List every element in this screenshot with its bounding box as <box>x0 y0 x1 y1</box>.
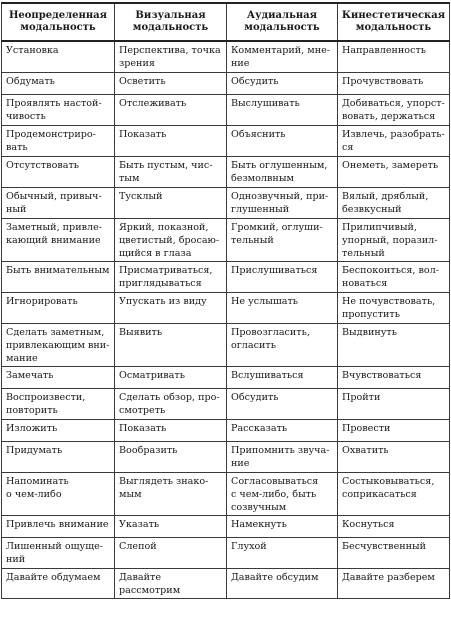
cell-visual: Указать <box>115 515 227 537</box>
cell-kinesthetic: Вялый, дряблый, безвкусный <box>338 187 450 218</box>
cell-auditory: Давайте обсудим <box>227 568 338 598</box>
cell-visual: Осветить <box>115 72 227 94</box>
cell-auditory: Выслушивать <box>227 94 338 125</box>
cell-auditory: Комментарий, мне- ние <box>227 41 338 72</box>
cell-kinesthetic: Направленность <box>338 41 450 72</box>
header-visual-modality: Визуальная модальность <box>115 3 227 41</box>
cell-auditory: Вслушиваться <box>227 366 338 388</box>
cell-visual: Осматривать <box>115 366 227 388</box>
cell-undefined: Придумать <box>2 441 115 472</box>
cell-undefined: Игнорировать <box>2 292 115 323</box>
cell-auditory: Глухой <box>227 537 338 568</box>
table-row <box>2 388 450 419</box>
cell-visual: Слепой <box>115 537 227 568</box>
cell-auditory: Обсудить <box>227 388 338 419</box>
cell-undefined: Сделать заметным, привлекающим вни- мание <box>2 323 115 366</box>
cell-visual: Давайте рассмотрим <box>115 568 227 598</box>
cell-visual: Тусклый <box>115 187 227 218</box>
table-row <box>2 218 450 261</box>
cell-kinesthetic: Беспокоиться, вол- новаться <box>338 261 450 292</box>
table-header <box>2 3 450 41</box>
table-row <box>2 515 450 537</box>
cell-visual: Показать <box>115 419 227 441</box>
cell-undefined: Отсутствовать <box>2 156 115 187</box>
table-row <box>2 537 450 568</box>
cell-auditory: Прислушиваться <box>227 261 338 292</box>
cell-undefined: Быть внимательным <box>2 261 115 292</box>
cell-auditory: Согласовываться с чем-либо, быть созвучным <box>227 472 338 515</box>
table-row <box>2 72 450 94</box>
cell-visual: Отслеживать <box>115 94 227 125</box>
cell-auditory: Рассказать <box>227 419 338 441</box>
cell-auditory: Припомнить звуча- ние <box>227 441 338 472</box>
cell-kinesthetic: Вчувствоваться <box>338 366 450 388</box>
cell-kinesthetic: Онеметь, замереть <box>338 156 450 187</box>
cell-kinesthetic: Прочувствовать <box>338 72 450 94</box>
cell-auditory: Не услышать <box>227 292 338 323</box>
cell-undefined: Лишенный ощущe- ний <box>2 537 115 568</box>
cell-kinesthetic: Давайте разберем <box>338 568 450 598</box>
cell-visual: Вообразить <box>115 441 227 472</box>
cell-kinesthetic: Прилипчивый, упорный, поразил- тельный <box>338 218 450 261</box>
cell-auditory: Намекнуть <box>227 515 338 537</box>
cell-undefined: Давайте обдумаем <box>2 568 115 598</box>
cell-undefined: Воспроизвести, повторить <box>2 388 115 419</box>
table-row <box>2 156 450 187</box>
table-row <box>2 41 450 72</box>
table-row <box>2 261 450 292</box>
cell-visual: Упускать из виду <box>115 292 227 323</box>
table-row <box>2 323 450 366</box>
cell-undefined: Изложить <box>2 419 115 441</box>
cell-undefined: Проявлять настой- чивость <box>2 94 115 125</box>
cell-kinesthetic: Пройти <box>338 388 450 419</box>
cell-visual: Выглядеть знако- мым <box>115 472 227 515</box>
table-row <box>2 366 450 388</box>
modality-table <box>1 2 450 599</box>
table-row <box>2 472 450 515</box>
cell-visual: Сделать обзор, про- смотреть <box>115 388 227 419</box>
cell-undefined: Заметный, привле- кающий внимание <box>2 218 115 261</box>
cell-kinesthetic: Охватить <box>338 441 450 472</box>
cell-visual: Показать <box>115 125 227 156</box>
table-row <box>2 568 450 598</box>
cell-undefined: Обдумать <box>2 72 115 94</box>
cell-auditory: Обсудить <box>227 72 338 94</box>
cell-undefined: Установка <box>2 41 115 72</box>
cell-visual: Перспектива, точка зрения <box>115 41 227 72</box>
cell-undefined: Привлечь внимание <box>2 515 115 537</box>
table-row <box>2 187 450 218</box>
cell-undefined: Продемонстриро- вать <box>2 125 115 156</box>
cell-undefined: Замечать <box>2 366 115 388</box>
cell-kinesthetic: Добиваться, упорст- вовать, держаться <box>338 94 450 125</box>
cell-auditory: Провозгласить, огласить <box>227 323 338 366</box>
table-body <box>2 41 450 598</box>
table-row <box>2 441 450 472</box>
cell-visual: Яркий, показной, цветистый, бросаю- щийся в глаза <box>115 218 227 261</box>
cell-auditory: Быть оглушенным, безмолвным <box>227 156 338 187</box>
cell-visual: Выявить <box>115 323 227 366</box>
cell-auditory: Громкий, оглуши- тельный <box>227 218 338 261</box>
cell-kinesthetic: Выдвинуть <box>338 323 450 366</box>
cell-auditory: Однозвучный, при- глушенный <box>227 187 338 218</box>
table-row <box>2 94 450 125</box>
cell-kinesthetic: Бесчувственный <box>338 537 450 568</box>
header-kinesthetic-modality: Кинестетическая модальность <box>338 3 450 41</box>
table-row <box>2 419 450 441</box>
table-row <box>2 125 450 156</box>
header-undefined-modality: Неопределенная модальность <box>2 3 115 41</box>
cell-visual: Присматриваться, приглядываться <box>115 261 227 292</box>
cell-visual: Быть пустым, чис- тым <box>115 156 227 187</box>
cell-kinesthetic: Провести <box>338 419 450 441</box>
header-auditory-modality: Аудиальная модальность <box>227 3 338 41</box>
cell-auditory: Объяснить <box>227 125 338 156</box>
cell-undefined: Напоминать о чем-либо <box>2 472 115 515</box>
table-row <box>2 292 450 323</box>
cell-kinesthetic: Извлечь, разобрать- ся <box>338 125 450 156</box>
cell-undefined: Обычный, привыч- ный <box>2 187 115 218</box>
cell-kinesthetic: Коснуться <box>338 515 450 537</box>
cell-kinesthetic: Не почувствовать, пропустить <box>338 292 450 323</box>
cell-kinesthetic: Состыковываться, соприкасаться <box>338 472 450 515</box>
header-row <box>2 3 450 41</box>
